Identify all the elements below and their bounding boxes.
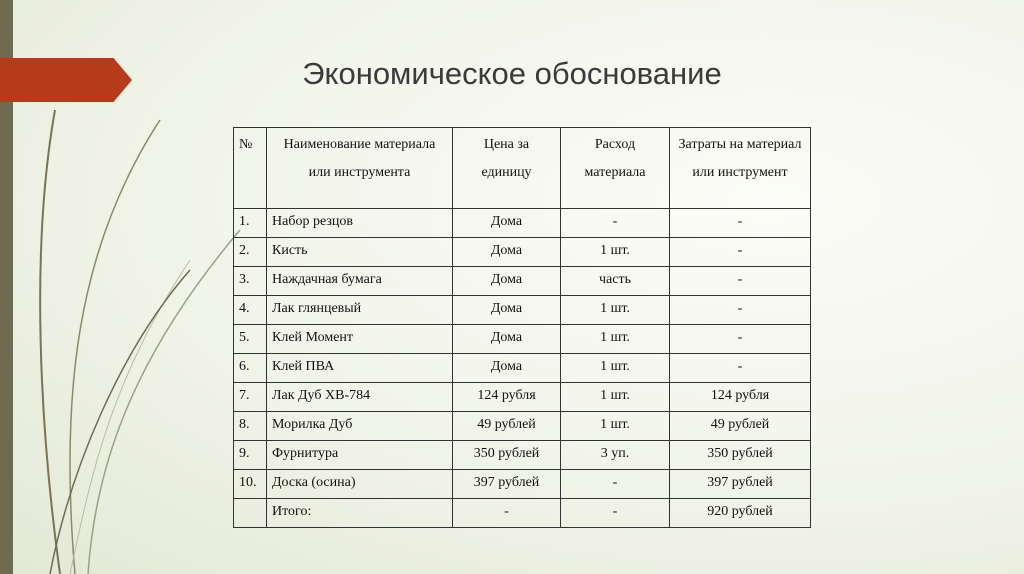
cell-cost: -: [670, 296, 811, 325]
table-row: [234, 267, 811, 296]
cell-cost: 920 рублей: [670, 499, 811, 528]
header-number: №: [234, 128, 267, 209]
cell-number: 3.: [234, 267, 267, 296]
table-header-row: [234, 128, 811, 209]
cell-cost: 124 рубля: [670, 383, 811, 412]
cell-cost: -: [670, 325, 811, 354]
cell-price: Дома: [453, 238, 561, 267]
cell-name: Клей ПВА: [267, 354, 453, 383]
cell-name: Лак Дуб ХВ-784: [267, 383, 453, 412]
cell-name: Кисть: [267, 238, 453, 267]
cell-number: 2.: [234, 238, 267, 267]
cell-usage: 1 шт.: [561, 238, 670, 267]
cell-cost: 350 рублей: [670, 441, 811, 470]
table-row: [234, 383, 811, 412]
cell-usage: 1 шт.: [561, 383, 670, 412]
cell-name: Клей Момент: [267, 325, 453, 354]
cell-price: 49 рублей: [453, 412, 561, 441]
cell-usage: -: [561, 209, 670, 238]
header-price: Цена за единицу: [453, 128, 561, 209]
cell-number: 7.: [234, 383, 267, 412]
cell-price: Дома: [453, 209, 561, 238]
cell-number: 1.: [234, 209, 267, 238]
cell-cost: -: [670, 209, 811, 238]
cell-name: Доска (осина): [267, 470, 453, 499]
cell-usage: 3 уп.: [561, 441, 670, 470]
cell-price: 397 рублей: [453, 470, 561, 499]
cell-price: 124 рубля: [453, 383, 561, 412]
table-row: [234, 325, 811, 354]
cell-name: Морилка Дуб: [267, 412, 453, 441]
cell-usage: 1 шт.: [561, 296, 670, 325]
cell-usage: 1 шт.: [561, 354, 670, 383]
cell-usage: 1 шт.: [561, 325, 670, 354]
cell-cost: -: [670, 354, 811, 383]
cell-usage: -: [561, 470, 670, 499]
cell-price: -: [453, 499, 561, 528]
cell-price: Дома: [453, 354, 561, 383]
cell-price: Дома: [453, 325, 561, 354]
cell-cost: -: [670, 267, 811, 296]
table-row: [234, 209, 811, 238]
cell-cost: 397 рублей: [670, 470, 811, 499]
cell-usage: -: [561, 499, 670, 528]
page-title: Экономическое обоснование: [302, 56, 722, 91]
table-row: [234, 499, 811, 528]
cell-usage: часть: [561, 267, 670, 296]
cell-number: 8.: [234, 412, 267, 441]
cell-cost: 49 рублей: [670, 412, 811, 441]
cell-number: 5.: [234, 325, 267, 354]
header-usage: Расход материала: [561, 128, 670, 209]
cell-price: 350 рублей: [453, 441, 561, 470]
cell-number: 10.: [234, 470, 267, 499]
cell-price: Дома: [453, 267, 561, 296]
cell-number: 6.: [234, 354, 267, 383]
header-cost: Затраты на материал или инструмент: [670, 128, 811, 209]
cost-table: [233, 127, 811, 528]
cell-name: Итого:: [267, 499, 453, 528]
cell-number: [234, 499, 267, 528]
table-row: [234, 238, 811, 267]
table-row: [234, 296, 811, 325]
cell-price: Дома: [453, 296, 561, 325]
cell-name: Набор резцов: [267, 209, 453, 238]
table-row: [234, 441, 811, 470]
cell-number: 9.: [234, 441, 267, 470]
header-name: Наименование материала или инструмента: [267, 128, 453, 209]
cell-name: Фурнитура: [267, 441, 453, 470]
table-row: [234, 470, 811, 499]
cell-name: Наждачная бумага: [267, 267, 453, 296]
cell-usage: 1 шт.: [561, 412, 670, 441]
table-row: [234, 412, 811, 441]
cell-name: Лак глянцевый: [267, 296, 453, 325]
cell-number: 4.: [234, 296, 267, 325]
table-row: [234, 354, 811, 383]
cell-cost: -: [670, 238, 811, 267]
